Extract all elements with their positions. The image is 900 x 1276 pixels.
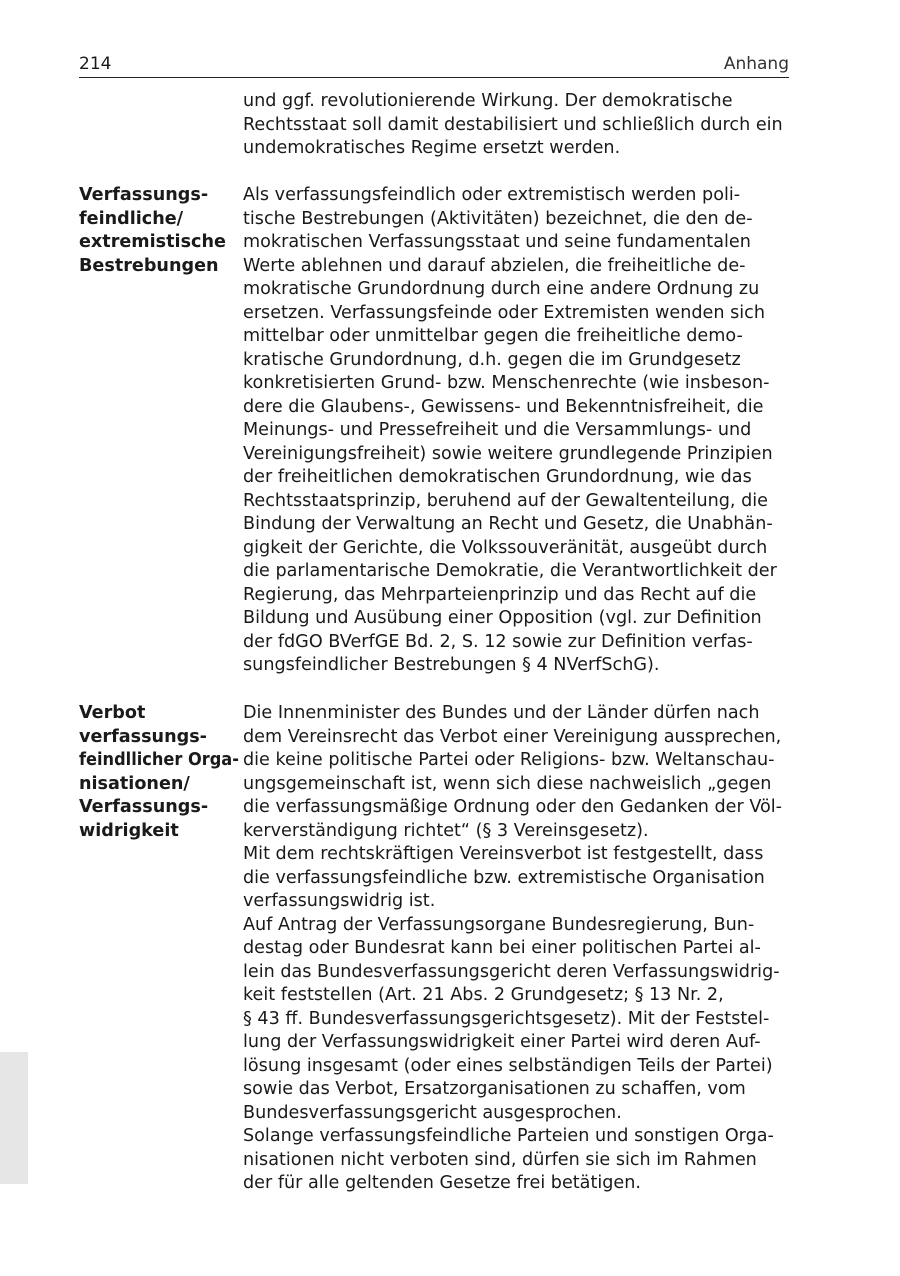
- text-line: nisationen nicht verboten sind, dürfen sie sich im Rahmen: [243, 1149, 757, 1170]
- text-line: Rechtsstaat soll damit destabilisiert und schließlich durch ein: [243, 114, 783, 135]
- text-line: der fdGO BVerfGE Bd. 2, S. 12 sowie zur Definition verfas-: [243, 631, 753, 652]
- text-line: sowie das Verbot, Ersatzorganisationen zu schaffen, vom: [243, 1079, 746, 1099]
- text-line: die verfassungsfeindliche bzw. extremistische Organisation: [243, 867, 765, 888]
- text-line: § 43 ff. Bundesverfassungsgerichtsgesetz). Mit der Feststel-: [243, 1008, 770, 1029]
- text-line: Bundesverfassungsgericht ausgesprochen.: [243, 1102, 622, 1123]
- text-line: Werte ablehnen und darauf abzielen, die freiheitliche de-: [243, 255, 746, 276]
- glossary-term: [79, 702, 239, 843]
- text-line: Mit dem rechtskräftigen Vereinsverbot ist festgestellt, dass: [243, 844, 764, 864]
- glossary-definition: [243, 702, 791, 1196]
- term-line: Verfassungs-: [79, 185, 209, 205]
- text-line: verfassungswidrig ist.: [243, 891, 436, 911]
- text-line: lösung insgesamt (oder eines selbständigen Teils der Partei): [243, 1055, 773, 1076]
- text-line: der freiheitlichen demokratischen Grundordnung, wie das: [243, 467, 752, 487]
- text-line: lung der Verfassungswidrigkeit einer Partei wird deren Auf-: [243, 1032, 761, 1052]
- text-line: Rechtsstaatsprinzip, beruhend auf der Gewaltenteilung, die: [243, 490, 768, 511]
- text-line: mokratische Grundordnung durch eine andere Ordnung zu: [243, 279, 760, 299]
- text-line: Auf Antrag der Verfassungsorgane Bundesregierung, Bun-: [243, 914, 755, 935]
- term-line: widrigkeit: [79, 820, 179, 841]
- running-header: [79, 52, 789, 78]
- text-line: der für alle geltenden Gesetze frei betätigen.: [243, 1173, 641, 1193]
- text-line: konkretisierten Grund- bzw. Menschenrechte (wie insbeson-: [243, 373, 770, 393]
- text-line: die parlamentarische Demokratie, die Verantwortlichkeit der: [243, 561, 777, 581]
- chapter-thumb-tab: [0, 1052, 28, 1184]
- text-line: gigkeit der Gerichte, die Volkssouveränität, ausgeübt durch: [243, 537, 768, 558]
- term-line: feindllicher Orga-: [79, 750, 239, 770]
- text-line: lein das Bundesverfassungsgericht deren Verfassungswidrig-: [243, 961, 780, 982]
- text-line: Als verfassungsfeindlich oder extremistisch werden poli-: [243, 185, 741, 205]
- page-number: 214: [79, 54, 112, 74]
- text-line: tische Bestrebungen (Aktivitäten) bezeichnet, die den de-: [243, 208, 753, 229]
- glossary-definition: [243, 184, 791, 678]
- term-line: verfassungs-: [79, 726, 207, 747]
- term-line: extremistische: [79, 232, 226, 252]
- text-line: mokratischen Verfassungsstaat und seine fundamentalen: [243, 232, 751, 252]
- text-line: Regierung, das Mehrparteienprinzip und das Recht auf die: [243, 584, 757, 605]
- text-line: keit feststellen (Art. 21 Abs. 2 Grundgesetz; § 13 Nr. 2,: [243, 985, 724, 1005]
- term-line: Verbot: [79, 703, 146, 723]
- text-line: Meinungs- und Pressefreiheit und die Versammlungs- und: [243, 420, 752, 440]
- text-line: die keine politische Partei oder Religions- bzw. Weltanschau-: [243, 750, 775, 770]
- text-line: Vereinigungsfreiheit) sowie weitere grundlegende Prinzipien: [243, 443, 773, 464]
- text-line: dere die Glaubens-, Gewissens- und Bekenntnisfreiheit, die: [243, 396, 764, 417]
- text-line: ungsgemeinschaft ist, wenn sich diese nachweislich „gegen: [243, 773, 772, 794]
- text-line: dem Vereinsrecht das Verbot einer Vereinigung aussprechen,: [243, 726, 782, 747]
- term-line: Verfassungs-: [79, 797, 209, 817]
- text-line: sungsfeindlicher Bestrebungen § 4 NVerfSchG).: [243, 655, 660, 675]
- text-line: undemokratisches Regime ersetzt werden.: [243, 138, 621, 158]
- text-line: und ggf. revolutionierende Wirkung. Der demokratische: [243, 91, 733, 111]
- text-line: kerverständigung richtet“ (§ 3 Vereinsgesetz).: [243, 820, 649, 841]
- text-line: mittelbar oder unmittelbar gegen die freiheitliche demo-: [243, 326, 743, 346]
- text-line: die verfassungsmäßige Ordnung oder den Gedanken der Völ-: [243, 797, 783, 817]
- text-line: Bildung und Ausübung einer Opposition (vgl. zur Definition: [243, 608, 762, 628]
- text-line: destag oder Bundesrat kann bei einer politischen Partei al-: [243, 938, 761, 958]
- text-line: kratische Grundordnung, d.h. gegen die im Grundgesetz: [243, 349, 741, 370]
- term-line: feindliche/: [79, 208, 184, 229]
- intro-text: [243, 90, 791, 161]
- term-line: nisationen/: [79, 773, 190, 794]
- glossary-term: [79, 184, 239, 278]
- text-line: Bindung der Verwaltung an Recht und Gesetz, die Unabhän-: [243, 514, 773, 534]
- text-line: Die Innenminister des Bundes und der Länder dürfen nach: [243, 703, 760, 723]
- text-line: ersetzen. Verfassungsfeinde oder Extremisten wenden sich: [243, 302, 765, 323]
- section-title: Anhang: [723, 54, 789, 74]
- term-line: Bestrebungen: [79, 255, 219, 276]
- text-line: Solange verfassungsfeindliche Parteien und sonstigen Orga-: [243, 1126, 774, 1146]
